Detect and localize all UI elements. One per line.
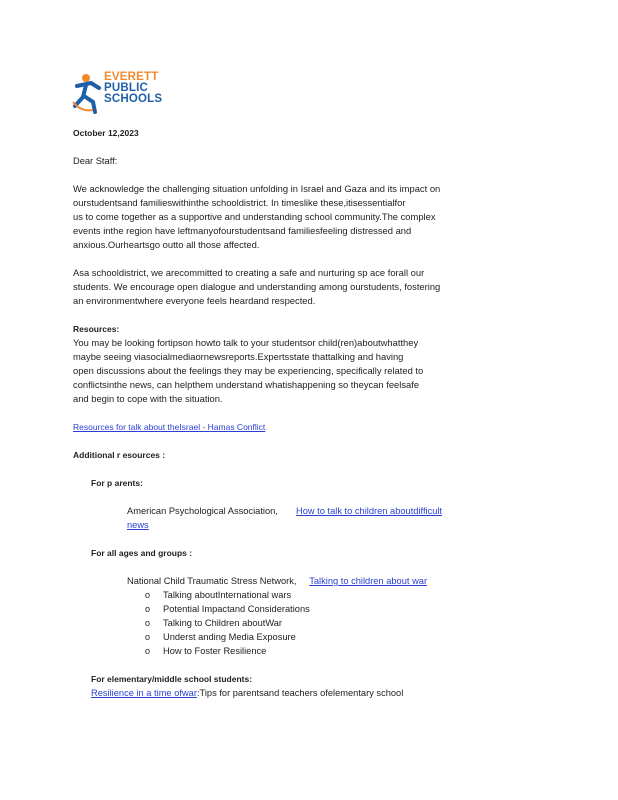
sub-list-item — [145, 630, 296, 644]
paragraph-line: conflictsinthe news, can helpthem understand whatishappening so theycan feelsafe — [73, 379, 420, 390]
resilience-resource-item — [91, 686, 403, 700]
paragraph-line: Asa schooldistrict, we arecommitted to creating a safe and nurturing sp ace forall our — [73, 267, 425, 278]
paragraph-line: an environmentwhere everyone feels heardand respected. — [73, 295, 316, 306]
paragraph-line: and begin to cope with the situation. — [73, 393, 223, 404]
paragraph-line: events inthe region have leftmanyofourstudentsand familiesfeeling distressed and — [73, 225, 412, 236]
apa-resource-item — [127, 504, 442, 518]
sub-list-item — [145, 602, 310, 616]
resilience-description: :Tips for parentsand teachers ofelementary school — [196, 688, 404, 698]
sub-item-label: Underst anding Media Exposure — [163, 632, 296, 642]
sub-list-item — [145, 616, 282, 630]
district-logo — [71, 72, 175, 114]
nctsn-link[interactable]: Talking to children about war — [309, 576, 428, 586]
circle-bullet-icon: o — [145, 632, 151, 642]
sub-item-label: Talking to Children aboutWar — [163, 618, 283, 628]
nctsn-prefix: National Child Traumatic Stress Network, — [127, 576, 297, 586]
for-all-ages-heading: For all ages and groups : — [91, 548, 193, 558]
greeting: Dear Staff: — [73, 156, 118, 166]
circle-bullet-icon: o — [145, 590, 151, 600]
circle-bullet-icon: o — [145, 618, 151, 628]
apa-link-continued[interactable]: news — [127, 520, 149, 530]
paragraph-resources — [73, 336, 543, 406]
paragraph-line: We acknowledge the challenging situation unfolding in Israel and Gaza and its impact on — [73, 183, 441, 194]
paragraph-acknowledgement — [73, 182, 543, 252]
paragraph-line: ourstudentsand familieswithinthe schooldistrict. In timeslike these,itisessentialfor — [73, 197, 406, 208]
sub-item-label: Talking aboutInternational wars — [163, 590, 292, 600]
resources-heading: Resources: — [73, 324, 120, 334]
paragraph-line: You may be looking fortipson howto talk to your studentsor child(ren)aboutwhatthey — [73, 337, 419, 348]
sub-list-item — [145, 588, 291, 602]
for-parents-heading: For p arents: — [91, 478, 143, 488]
additional-resources-heading: Additional r esources : — [73, 450, 166, 460]
circle-bullet-icon: o — [145, 604, 151, 614]
paragraph-line: students. We encourage open dialogue and understanding among ourstudents, fostering — [73, 281, 441, 292]
paragraph-line: us to come together as a supportive and understanding school community.The complex — [73, 211, 436, 222]
runner-icon — [71, 72, 105, 114]
paragraph-line: anxious.Ourheartsgo outto all those affected. — [73, 239, 260, 250]
logo-line-2: PUBLIC — [104, 82, 149, 94]
resilience-link[interactable]: Resilience in a time ofwar — [91, 688, 197, 698]
sub-item-label: Potential Impactand Considerations — [163, 604, 310, 614]
paragraph-commitment — [73, 266, 543, 308]
letter-date: October 12,2023 — [73, 128, 139, 138]
apa-link[interactable]: How to talk to children aboutdifficult — [295, 506, 443, 516]
logo-line-3: SCHOOLS — [104, 93, 163, 105]
for-elementary-heading: For elementary/middle school students: — [91, 674, 253, 684]
sub-list-item — [145, 644, 266, 658]
paragraph-line: open discussions about the feelings they may be experiencing, specifically related to — [73, 365, 424, 376]
apa-prefix: American Psychological Association, — [127, 506, 278, 516]
sub-item-label: How to Foster Resilience — [163, 646, 267, 656]
logo-line-1: EVERETT — [104, 71, 159, 83]
circle-bullet-icon: o — [145, 646, 151, 656]
conflict-resources-link[interactable]: Resources for talk about theIsrael - Hamas Conflict — [73, 422, 266, 432]
paragraph-line: maybe seeing viasocialmediaornewsreports.Expertsstate thattalking and having — [73, 351, 404, 362]
nctsn-resource-item — [127, 574, 427, 588]
